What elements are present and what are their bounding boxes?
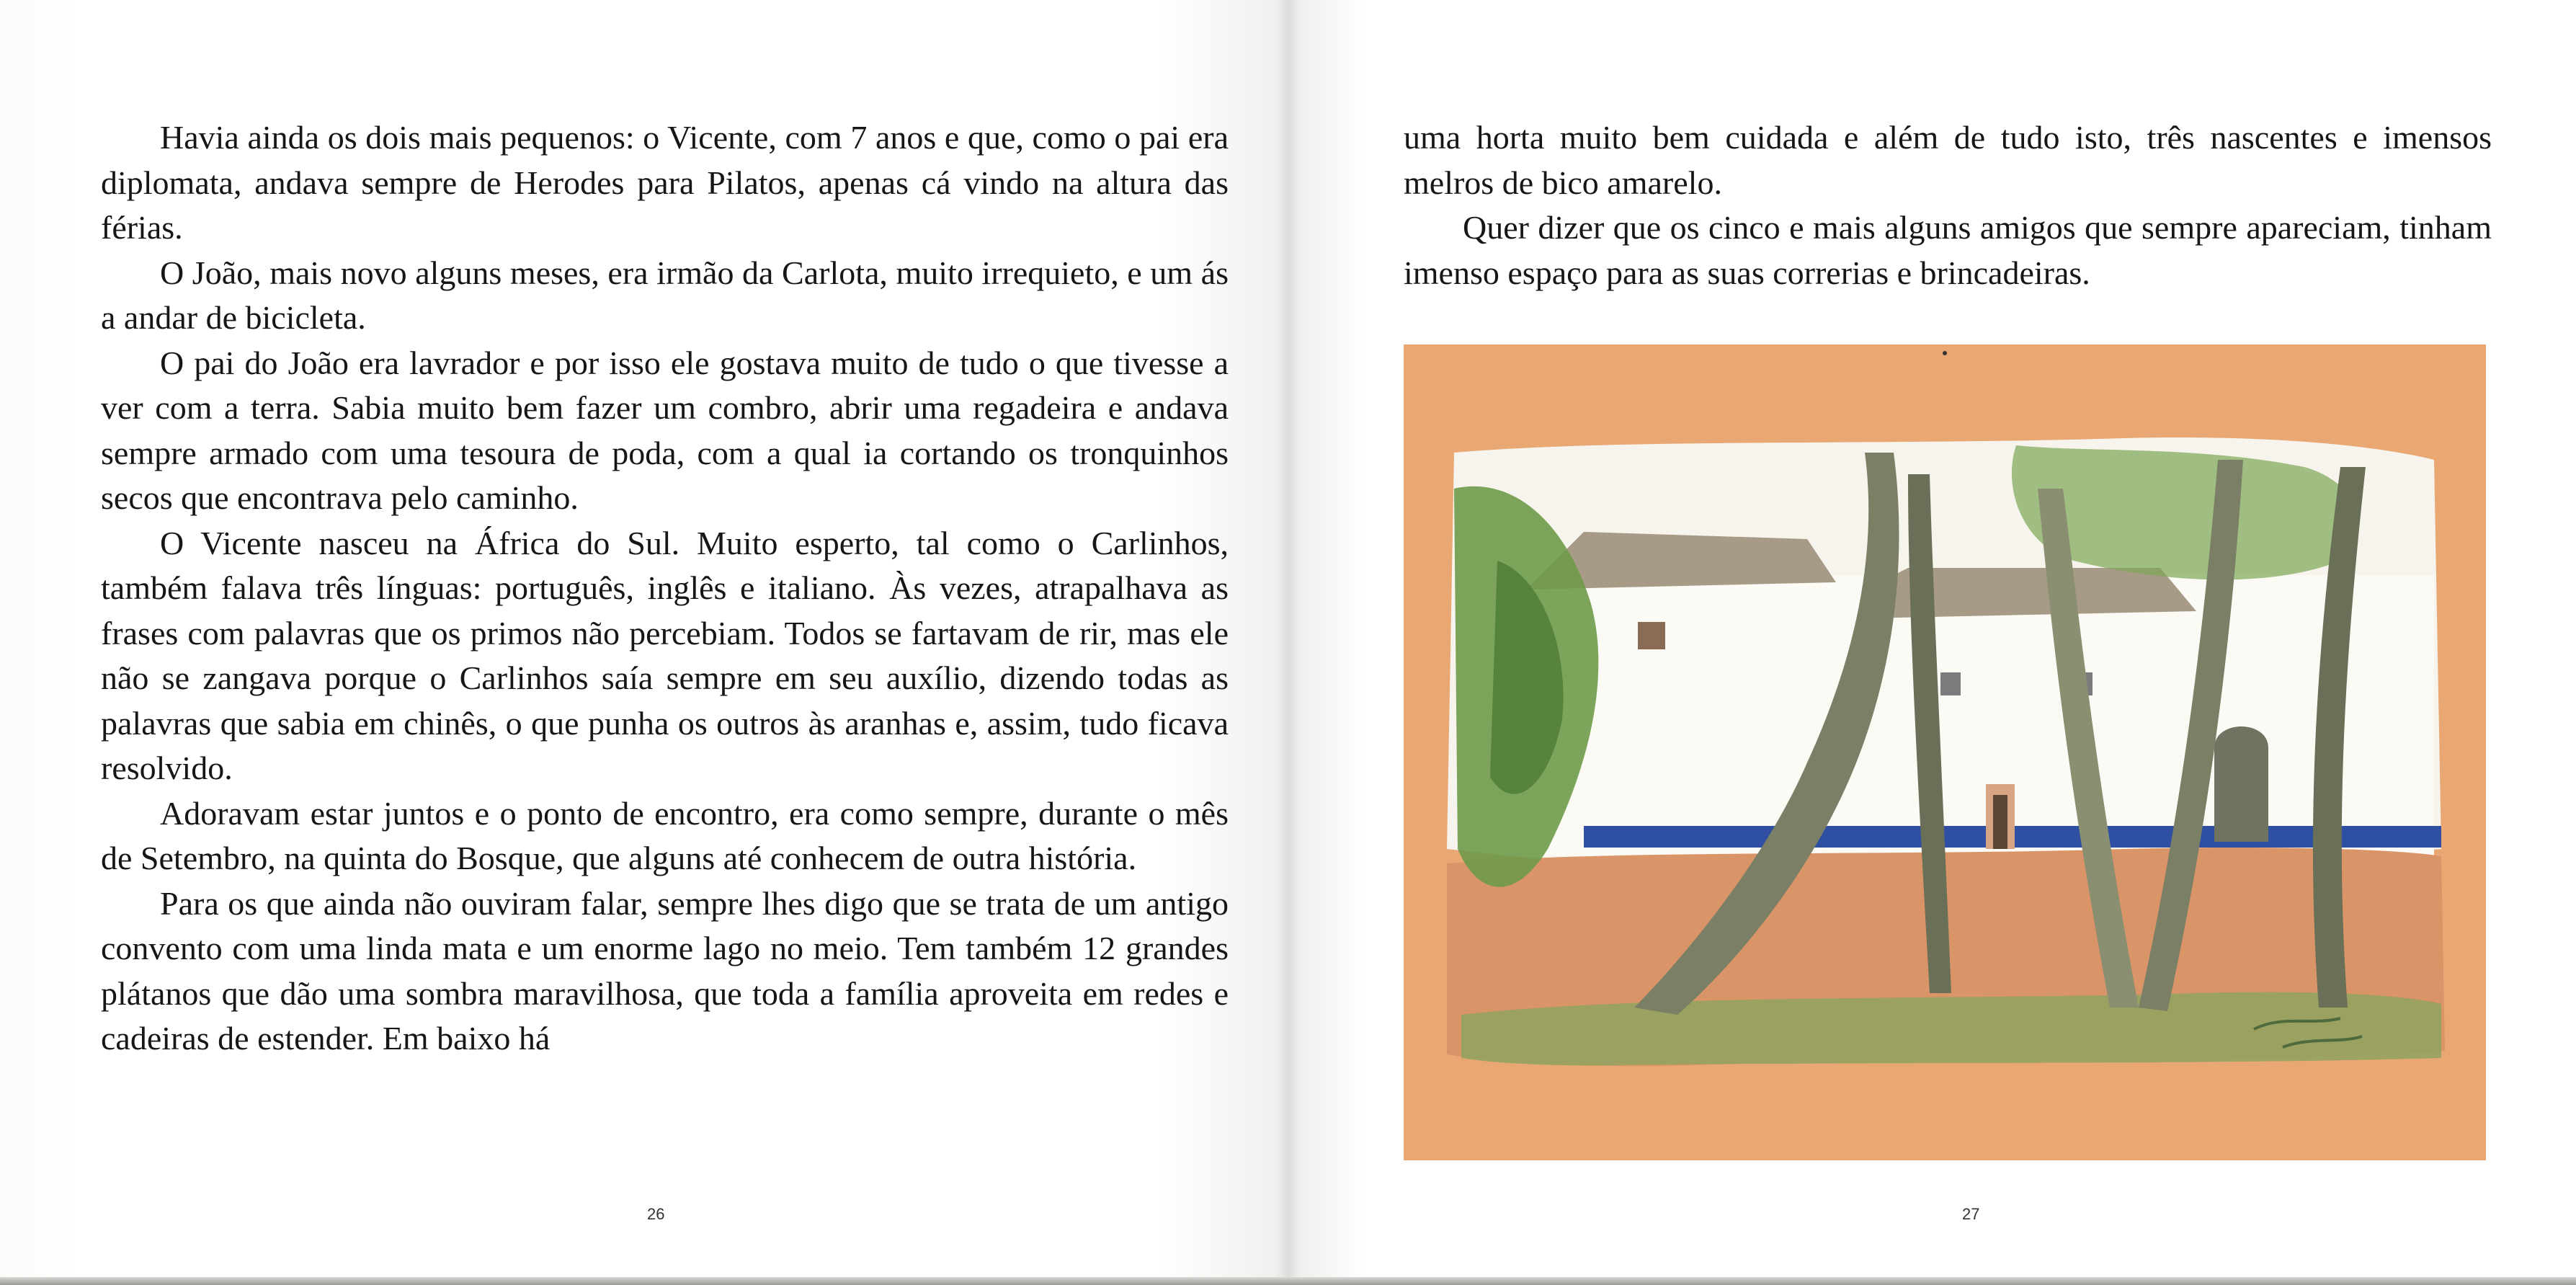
page-bottom-edge (0, 1277, 2576, 1285)
paragraph: uma horta muito bem cuidada e além de tudo isto, três nascentes e imensos melros de bico amarelo. (1404, 119, 2492, 201)
paragraph: O pai do João era lavrador e por isso ele gostava muito de tudo o que tivesse a ver com a terra. Sabia muito bem fazer um combro, abrir uma regadeira e andava sempre armado com uma tesoura de poda, com a qual ia cortando os tronquinhos secos que encontrava pelo caminho. (101, 344, 1229, 516)
painting-image (1404, 344, 2486, 1160)
paragraph: Para os que ainda não ouviram falar, sempre lhes digo que se trata de um antigo convento com uma linda mata e um enorme lago no meio. Tem também 12 grandes plátanos que dão uma sombra maravilhosa, que toda a família aproveita em redes e cadeiras de estender. Em baixo há (101, 884, 1229, 1057)
page-number-left: 26 (647, 1205, 665, 1223)
paragraph: Havia ainda os dois mais pequenos: o Vicente, com 7 anos e que, como o pai era diplomata, andava sempre de Herodes para Pilatos, apenas cá vindo na altura das férias. (101, 119, 1229, 246)
left-page-text (101, 115, 1229, 1062)
page-number-right: 27 (1962, 1205, 1980, 1223)
paragraph: O Vicente nasceu na África do Sul. Muito esperto, tal como o Carlinhos, também falava três línguas: português, inglês e italiano. Às vezes, atrapalhava as frases com palavras que os primos não percebiam. Todos se fartavam de rir, mas ele não se zangava porque o Carlinhos saía sempre em seu auxílio, dizendo todas as palavras que sabia em chinês, o que punha os outros às aranhas e, assim, tudo ficava resolvido. (101, 524, 1229, 786)
paragraph: O João, mais novo alguns meses, era irmão da Carlota, muito irrequieto, e um ás a andar de bicicleta. (101, 254, 1229, 336)
paragraph: Adoravam estar juntos e o ponto de encontro, era como sempre, durante o mês de Setembro, na quinta do Bosque, que alguns até conhecem de outra história. (101, 794, 1229, 876)
paragraph: Quer dizer que os cinco e mais alguns amigos que sempre apareciam, tinham imenso espaço para as suas correrias e brincadeiras. (1404, 209, 2492, 291)
illustration-painting (1404, 344, 2486, 1160)
right-page-text (1404, 115, 2492, 295)
book-gutter (1275, 0, 1300, 1285)
